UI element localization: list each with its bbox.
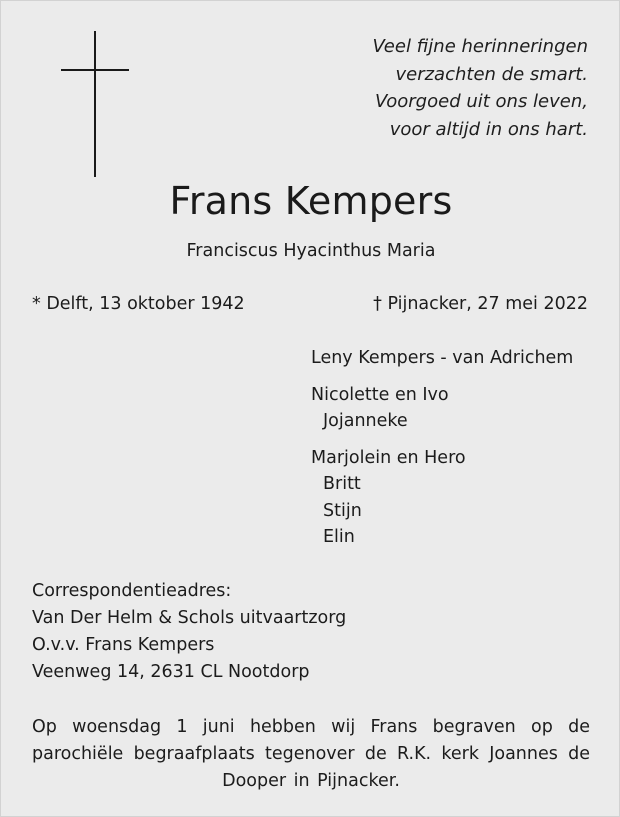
correspondence-line: Van Der Helm & Schols uitvaartzorg [32, 608, 347, 628]
correspondence-line: Veenweg 14, 2631 CL Nootdorp [32, 662, 310, 682]
family-group [311, 445, 573, 551]
poem-line: Voorgoed uit ons leven, [375, 91, 588, 112]
closing-statement: Op woensdag 1 juni hebben wij Frans begraven op de parochiële begraafplaats tegenover de R.K. kerk Joannes de Dooper in Pijnacker. [32, 717, 590, 791]
family-group [311, 382, 573, 435]
family-child: Elin [323, 527, 355, 547]
correspondence-address [32, 578, 346, 686]
family-member: Marjolein en Hero [311, 447, 466, 468]
poem-line: Veel fijne herinneringen [372, 36, 588, 57]
death-info: † Pijnacker, 27 mei 2022 [373, 294, 588, 314]
correspondence-line: O.v.v. Frans Kempers [32, 635, 215, 655]
cross-horizontal-bar [61, 69, 129, 71]
birth-info: * Delft, 13 oktober 1942 [32, 294, 245, 314]
deceased-full-name: Franciscus Hyacinthus Maria [186, 241, 436, 261]
family-member: Leny Kempers - van Adrichem [311, 348, 574, 368]
poem-line: verzachten de smart. [395, 63, 588, 85]
family-child: Jojanneke [323, 411, 408, 431]
family-child: Stijn [323, 500, 362, 521]
family-group [311, 345, 573, 372]
family-list [311, 345, 573, 561]
cross-icon [61, 31, 129, 177]
family-child: Britt [323, 474, 361, 494]
family-member: Nicolette en Ivo [311, 384, 449, 405]
poem-line: voor altijd in ons hart. [389, 118, 588, 140]
cross-vertical-bar [94, 31, 96, 177]
deceased-name: Frans Kempers [169, 179, 453, 223]
poem [373, 33, 588, 143]
correspondence-label: Correspondentieadres: [32, 581, 232, 601]
